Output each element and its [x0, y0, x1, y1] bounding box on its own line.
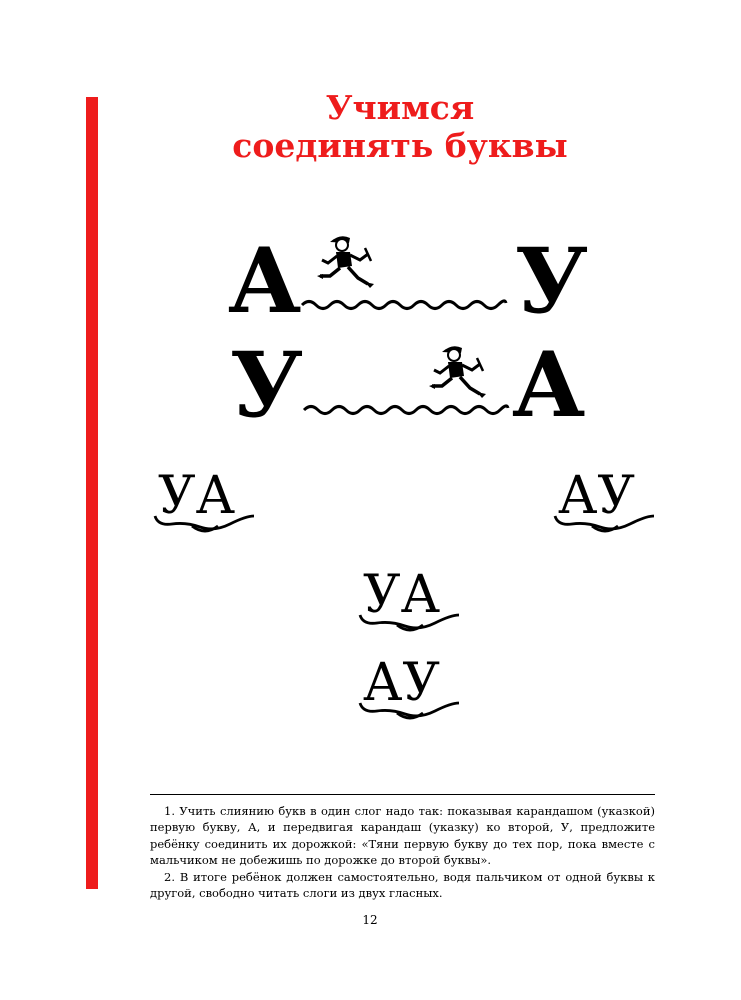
- syllable-right: АУ: [558, 466, 635, 526]
- page-number: 12: [362, 913, 378, 927]
- syllable-center-bottom: АУ: [363, 653, 440, 713]
- row2-right-letter: А: [512, 332, 586, 438]
- footnote-1: 1. Учить слиянию букв в один слог надо так: показывая карандашом (указкой) первую букву, А, и передвигая карандаш (указку) ко второй, У, предложите ребёнку соединить их дорожкой: «Тяни первую букву до тех пор, пока вместе с мальчиком не добежишь по дорожке до второй буквы».: [150, 804, 655, 868]
- page-title-line1: Учимся: [325, 88, 475, 127]
- row2-running-boy-icon: [428, 342, 492, 402]
- red-margin-bar: [86, 97, 98, 889]
- row2-left-letter: У: [230, 332, 304, 438]
- syllable-center-bottom-arc-underline-icon: [355, 699, 465, 725]
- syllable-left-arc-underline-icon: [150, 512, 260, 538]
- syllable-left: УА: [158, 466, 235, 526]
- syllable-center-top: УА: [363, 565, 440, 625]
- page-title-line2: соединять буквы: [232, 126, 568, 165]
- row1-right-letter: У: [515, 228, 589, 334]
- footnote-2: 2. В итоге ребёнок должен самостоятельно, водя пальчиком от одной буквы к другой, свободно читать слоги из двух гласных.: [150, 869, 655, 901]
- syllable-center-top-arc-underline-icon: [355, 611, 465, 637]
- syllable-right-arc-underline-icon: [550, 512, 660, 538]
- row1-left-letter: А: [228, 228, 302, 334]
- footnotes: [150, 803, 655, 901]
- row1-running-boy-icon: [316, 232, 380, 292]
- footnote-divider: [150, 794, 655, 795]
